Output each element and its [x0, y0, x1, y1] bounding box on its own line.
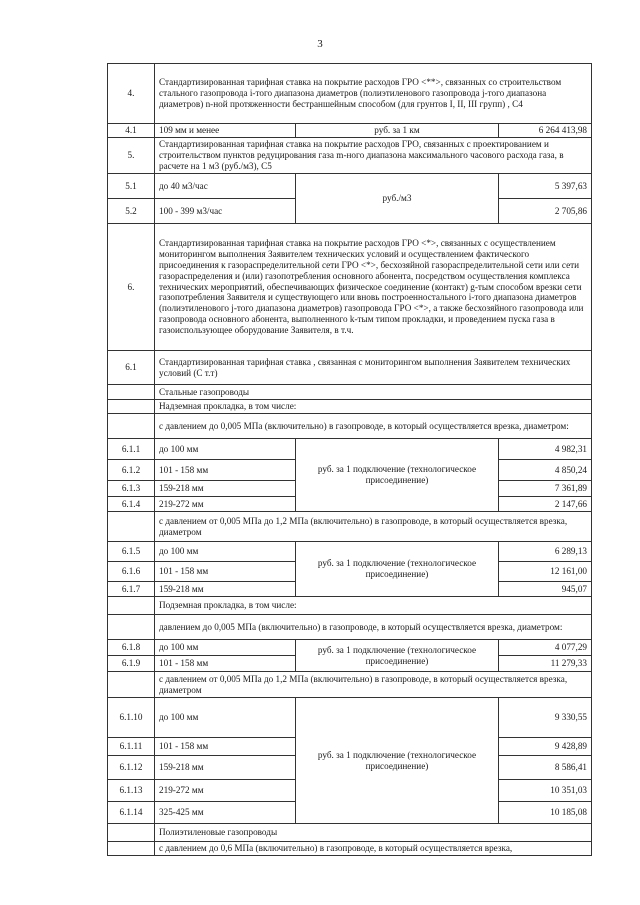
- row-unit: руб./м3: [296, 174, 499, 224]
- row-description: Стандартизированная тарифная ставка на покрытие расходов ГРО <*>, связанных с осуществлением мониторингом выполнения Заявителем технических условий и осуществлением фактического присоединения к газораспределительной сети ГРО <*>, бесхозяйной газораспределительной сети или сети газораспределения и (или) газопотребления основного абонента, посредством осуществления комплекса технических мероприятий, обеспечивающих физическое соединение (контакт) g-тым способом врезки сети газопотребления Заявителя и существующего или вновь построенностального i-того диапазона диаметров (полиэтиленового j-того диапазона диаметров) газопровода ГРО <*>, а также бесхозяйного газопровода или газопровода основного абонента, выполненного k-тым типом прокладки, и проведением пуска газа в газоиспользующее оборудование Заявителя, в т.ч.: [155, 224, 592, 351]
- row-label: 101 - 158 мм: [155, 460, 296, 481]
- row-label: 159-218 мм: [155, 756, 296, 780]
- subsection-heading: давлением до 0,005 МПа (включительно) в газопроводе, в который осуществляется врезка, диаметром:: [155, 615, 592, 640]
- row-number: 6.1.7: [108, 582, 155, 597]
- row-unit: руб. за 1 подключение (технологическое присоединение): [296, 698, 499, 824]
- table-row: [108, 842, 592, 856]
- row-label: 101 - 158 мм: [155, 562, 296, 582]
- row-value: 6 289,13: [499, 542, 592, 562]
- row-number: 6.1.2: [108, 460, 155, 481]
- row-number: 6.1.8: [108, 640, 155, 656]
- row-value: 2 705,86: [499, 199, 592, 224]
- row-number: 6.1: [108, 351, 155, 385]
- table-row: [108, 824, 592, 842]
- row-value: 8 586,41: [499, 756, 592, 780]
- table-row: [108, 615, 592, 640]
- row-value: 9 330,55: [499, 698, 592, 738]
- section-heading: Полиэтиленовые газопроводы: [155, 824, 592, 842]
- row-number: 5.: [108, 138, 155, 174]
- row-number: 6.1.3: [108, 481, 155, 497]
- row-number: 6.: [108, 224, 155, 351]
- row-label: 325-425 мм: [155, 802, 296, 824]
- row-number: 6.1.4: [108, 497, 155, 512]
- table-row: [108, 640, 592, 656]
- row-number: 6.1.9: [108, 656, 155, 672]
- table-row: [108, 512, 592, 542]
- row-description: Стандартизированная тарифная ставка на покрытие расходов ГРО <**>, связанных со строительством стального газопровода i-того диапазона диаметров (полиэтиленового газопровода j-того диапазона диаметров) n-ной протяженности бестраншейным способом (для грунтов I, II, III групп) , С4: [155, 64, 592, 124]
- row-value: 4 077,29: [499, 640, 592, 656]
- row-value: 10 351,03: [499, 780, 592, 802]
- row-unit: руб. за 1 подключение (технологическое присоединение): [296, 439, 499, 512]
- table-row: [108, 439, 592, 460]
- row-number: 4.1: [108, 124, 155, 138]
- row-value: 7 361,89: [499, 481, 592, 497]
- row-label: 219-272 мм: [155, 780, 296, 802]
- table-row: [108, 385, 592, 400]
- row-value: 9 428,89: [499, 738, 592, 756]
- page-number: 3: [317, 38, 323, 50]
- row-number: 4.: [108, 64, 155, 124]
- row-label: до 100 мм: [155, 698, 296, 738]
- table-row: [108, 174, 592, 199]
- row-value: 6 264 413,98: [499, 124, 592, 138]
- section-heading: Стальные газопроводы: [155, 385, 592, 400]
- row-unit: руб. за 1 подключение (технологическое присоединение): [296, 542, 499, 597]
- row-number: 6.1.11: [108, 738, 155, 756]
- row-value: 945,07: [499, 582, 592, 597]
- row-label: 101 - 158 мм: [155, 738, 296, 756]
- row-value: 11 279,33: [499, 656, 592, 672]
- subsection-heading: с давлением от 0,005 МПа до 1,2 МПа (включительно) в газопроводе, в который осуществляется врезка, диаметром: [155, 672, 592, 698]
- table-row: [108, 64, 592, 124]
- row-label: 101 - 158 мм: [155, 656, 296, 672]
- subsection-heading: с давлением до 0,6 МПа (включительно) в газопроводе, в который осуществляется врезка,: [155, 842, 592, 856]
- row-label: 159-218 мм: [155, 481, 296, 497]
- subsection-heading: с давлением до 0,005 МПа (включительно) в газопроводе, в который осуществляется врезка, диаметром:: [155, 414, 592, 439]
- table-row: [108, 414, 592, 439]
- row-label: 109 мм и менее: [155, 124, 296, 138]
- row-number: 6.1.5: [108, 542, 155, 562]
- table-row: [108, 400, 592, 414]
- section-heading: Подземная прокладка, в том числе:: [155, 597, 592, 615]
- section-heading: Надземная прокладка, в том числе:: [155, 400, 592, 414]
- tariff-table: [107, 63, 592, 856]
- row-label: до 100 мм: [155, 542, 296, 562]
- row-value: 12 161,00: [499, 562, 592, 582]
- row-number: 6.1.13: [108, 780, 155, 802]
- table-row: [108, 224, 592, 351]
- row-unit: руб. за 1 км: [296, 124, 499, 138]
- row-label: 159-218 мм: [155, 582, 296, 597]
- table-row: [108, 672, 592, 698]
- row-number: 5.2: [108, 199, 155, 224]
- row-value: 10 185,08: [499, 802, 592, 824]
- row-label: до 100 мм: [155, 439, 296, 460]
- row-label: до 40 м3/час: [155, 174, 296, 199]
- row-number: 6.1.6: [108, 562, 155, 582]
- table-row: [108, 351, 592, 385]
- table-row: [108, 698, 592, 738]
- table-row: [108, 138, 592, 174]
- table-row: [108, 542, 592, 562]
- subsection-heading: с давлением от 0,005 МПа до 1,2 МПа (включительно) в газопроводе, в который осуществляется врезка, диаметром: [155, 512, 592, 542]
- row-number: 5.1: [108, 174, 155, 199]
- row-number: 6.1.10: [108, 698, 155, 738]
- row-value: 4 850,24: [499, 460, 592, 481]
- row-description: Стандартизированная тарифная ставка на покрытие расходов ГРО, связанных с проектированием и строительством пунктов редуцирования газа m-ного диапазона максимального часового расхода газа, в расчете на 1 м3 (руб./м3), С5: [155, 138, 592, 174]
- table-row: [108, 124, 592, 138]
- row-label: 219-272 мм: [155, 497, 296, 512]
- row-number: 6.1.1: [108, 439, 155, 460]
- row-value: 2 147,66: [499, 497, 592, 512]
- row-value: 4 982,31: [499, 439, 592, 460]
- row-description: Стандартизированная тарифная ставка , связанная с мониторингом выполнения Заявителем технических условий (С т.т): [155, 351, 592, 385]
- row-label: 100 - 399 м3/час: [155, 199, 296, 224]
- row-number: 6.1.14: [108, 802, 155, 824]
- row-value: 5 397,63: [499, 174, 592, 199]
- row-number: 6.1.12: [108, 756, 155, 780]
- row-label: до 100 мм: [155, 640, 296, 656]
- row-unit: руб. за 1 подключение (технологическое присоединение): [296, 640, 499, 672]
- table-row: [108, 597, 592, 615]
